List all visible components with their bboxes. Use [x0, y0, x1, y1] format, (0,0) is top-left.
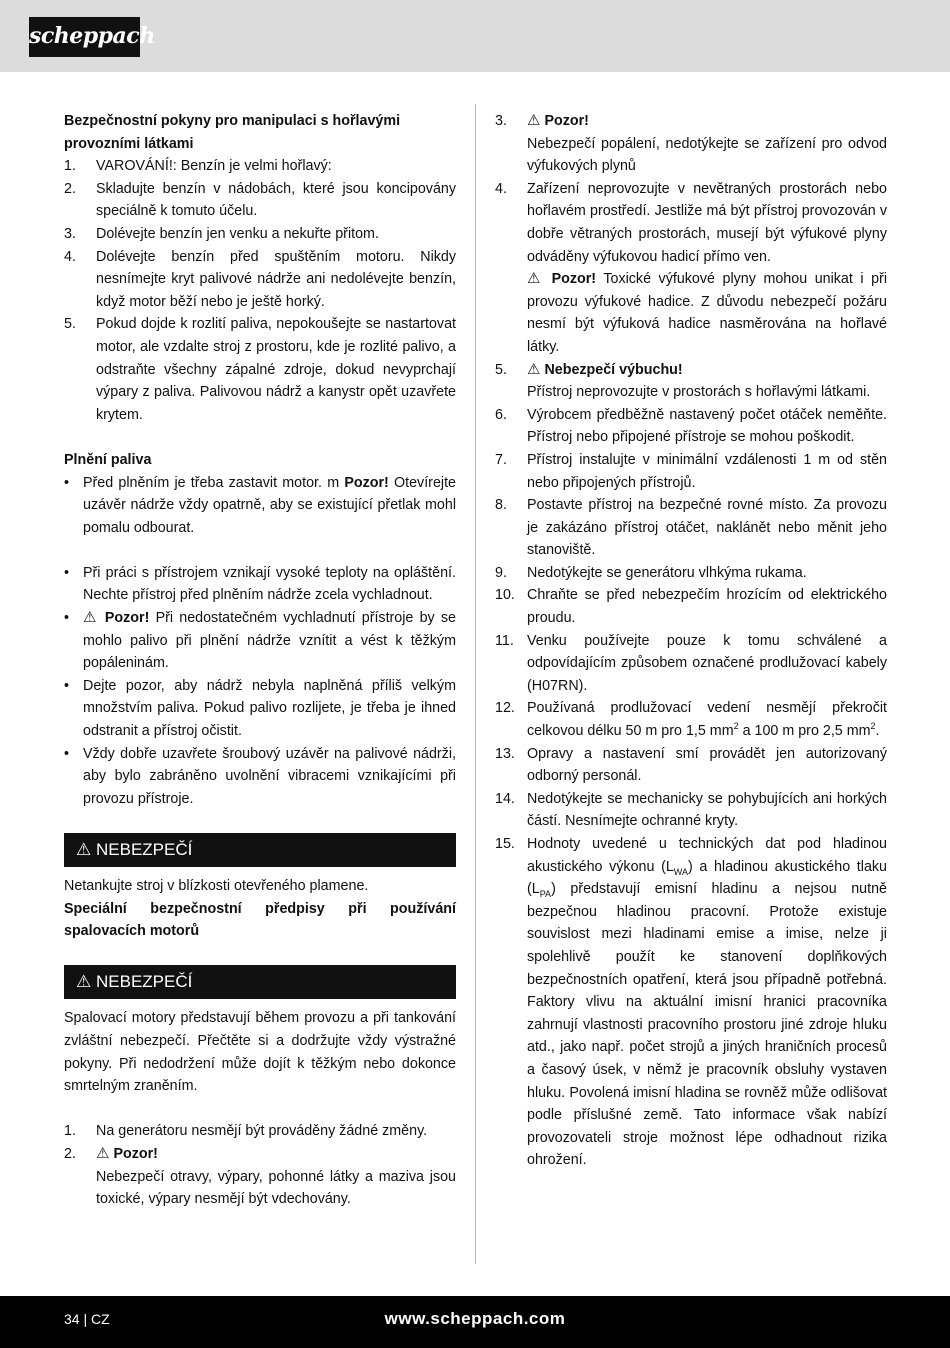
left-column — [64, 110, 456, 1211]
website-link[interactable]: www.scheppach.com — [384, 1309, 566, 1328]
list-item: 8. Postavte přístroj na bezpečné rovné místo. Za provozu je zakázáno přístroj otáčet, naklánět nebo měnit jeho stanoviště. — [495, 497, 887, 559]
refuel-heading: Plnění paliva — [64, 451, 152, 468]
warning-triangle-icon: ⚠ — [76, 840, 92, 859]
list-item: 14. Nedotýkejte se mechanicky se pohybujících ani horkých částí. Nesnímejte ochranné kryty. — [495, 790, 887, 830]
list-item: 5. ⚠ Nebezpečí výbuchu! Přístroj neprovozujte v prostorách s hořlavými látkami. — [495, 360, 871, 401]
fuel-safety-heading: Bezpečnostní pokyny pro manipulaci s hořlavými provozními látkami — [64, 113, 401, 152]
danger-text: Netankujte stroj v blízkosti otevřeného plamene. — [64, 878, 369, 894]
list-item: 1. VAROVÁNÍ!: Benzín je velmi hořlavý: — [64, 158, 332, 175]
list-item: 3. ⚠ Pozor! Nebezpečí popálení, nedotýkejte se zařízení pro odvod výfukových plynů — [495, 112, 887, 175]
right-column — [495, 110, 887, 1172]
warning-triangle-icon: ⚠ — [527, 112, 541, 129]
list-item: 2. ⚠ Pozor! Nebezpečí otravy, výpary, pohonné látky a maziva jsou toxické, výpary nesmějí být vdechovány. — [64, 1144, 456, 1208]
page-header — [0, 0, 950, 72]
warning-triangle-icon: ⚠ — [527, 270, 545, 288]
page-footer — [0, 1296, 950, 1348]
page-number: 34 | CZ — [64, 1311, 110, 1327]
list-item: 4. Zařízení neprovozujte v nevětraných prostorách nebo hořlavém prostředí. Jestliže má být přístroj provozován v dobře větraných prostorách, musejí být výfukové plyny odváděny výfukovou hadicí přímo ven. ⚠ Pozor! Toxické výfukové plyny mohou unikat i při provozu výfukové hadice. Z důvodu nebezpečí požáru nesmí být výfuková hadice nasměrována na hořlavé látky. — [495, 180, 887, 355]
warning-triangle-icon: ⚠ — [83, 609, 99, 627]
danger-banner: ⚠ NEBEZPEČÍ — [64, 965, 456, 999]
danger-text: Spalovací motory představují během provozu a při tankování zvláštní nebezpečí. Přečtěte si a dodržujte vždy výstražné pokyny. Při nedodržení může dojít k těžkým nebo dokonce smrtelným zraněním. — [64, 1010, 456, 1095]
list-item: 4. Dolévejte benzín před spuštěním motoru. Nikdy nesnímejte kryt palivové nádrže ani nedolévejte benzín, když motor běží nebo je ještě horký. — [64, 248, 456, 310]
list-item: 11. Venku používejte pouze k tomu schválené a odpovídajícím způsobem označené prodlužovací kabely (H07RN). — [495, 632, 887, 694]
combustion-heading: Speciální bezpečnostní předpisy při používání spalovacích motorů — [64, 900, 456, 940]
list-item: 2. Skladujte benzín v nádobách, které jsou koncipovány speciálně k tomuto účelu. — [64, 180, 456, 220]
warning-triangle-icon: ⚠ — [96, 1144, 110, 1162]
list-item: 1. Na generátoru nesmějí být prováděny žádné změny. — [64, 1123, 428, 1140]
bullet-item: • Před plněním je třeba zastavit motor. m Pozor! Otevírejte uzávěr nádrže vždy opatrně, aby se existující přetlak mohl pomalu odbourat. — [64, 474, 456, 536]
list-item: 5. Pokud dojde k rozlití paliva, nepokoušejte se nastartovat motor, ale vzdalte stroj z prostoru, kde je rozlité palivo, a odstraňte všechny zápalné zdroje, dokud nevyprchají výpary z paliva. Palivovou nádrž a kanystr opět uzavřete krytem. — [64, 316, 456, 423]
danger-banner: ⚠ NEBEZPEČÍ — [64, 833, 456, 867]
list-item: 3. Dolévejte benzín jen venku a nekuřte přitom. — [64, 225, 379, 242]
warning-triangle-icon: ⚠ — [76, 972, 92, 992]
list-item: 7. Přístroj instalujte v minimální vzdálenosti 1 m od stěn nebo připojených přístrojů. — [495, 451, 887, 491]
bullet-item: • Vždy dobře uzavřete šroubový uzávěr na palivové nádrži, aby bylo zabráněno uvolnění vibracemi vznikajícími při provozu přístroje. — [64, 745, 456, 807]
bullet-item: • ⚠ Pozor! Při nedostatečném vychladnutí přístroje by se mohlo palivo při plnění nádrže vznítit a vést k těžkým popáleninám. — [64, 609, 456, 672]
list-item: 9. Nedotýkejte se generátoru vlhkýma rukama. — [495, 564, 807, 581]
list-item: 15. Hodnoty uvedené u technických dat pod hladinou akustického výkonu $(L_{WA})$ a hladinou akustického tlaku $(L_{PA})$ představují emisní hladinu a nejsou nutně bezpečnou hladinou pracovní. Protože existuje souvislost mezi hladinami emise a imise, nelze ji spolehlivě použít ke stanovení doplňkových bezpečnostních opatření, která jsou případně potřebná. Faktory vlivu na aktuální imisní hranici pracovníka zahrnují vlastnosti pracovního prostoru jiné zdroje hluku atd., jako např. počet strojů a jiných hraničních procesů a časový úsek, v němž je pracovník obsluhy vystaven hluku. Povolená imisní hladina se rovněž může odlišovat podle příslušné země. Tato informace však nabízí provozovateli stroje možnost lépe odhadnout rizika ohrožení. — [495, 836, 887, 1169]
list-item: 13. Opravy a nastavení smí provádět jen autorizovaný odborný personál. — [495, 745, 887, 785]
list-item: 12. Používaná prodlužovací vedení nesmějí překročit celkovou délku 50 m pro 1,5 $mm^2$ a 100 m pro 2,5 $mm^2$. — [495, 700, 887, 740]
scheppach-logo: scheppach — [29, 17, 140, 57]
column-divider — [475, 104, 476, 1264]
list-item: 6. Výrobcem předběžně nastavený počet otáček neměňte. Přístroj nebo připojené přístroje se mohou poškodit. — [495, 406, 887, 446]
list-item: 10. Chraňte se před nebezpečím hrozícím od elektrického proudu. — [495, 587, 887, 627]
bullet-item: • Při práci s přístrojem vznikají vysoké teploty na opláštění. Nechte přístroj před plněním nádrže zcela vychladnout. — [64, 564, 456, 604]
warning-triangle-icon: ⚠ — [527, 360, 541, 378]
bullet-item: • Dejte pozor, aby nádrž nebyla naplněná příliš velkým množstvím paliva. Pokud palivo rozlijete, je třeba je ihned odstranit a přístroj očistit. — [64, 677, 456, 740]
